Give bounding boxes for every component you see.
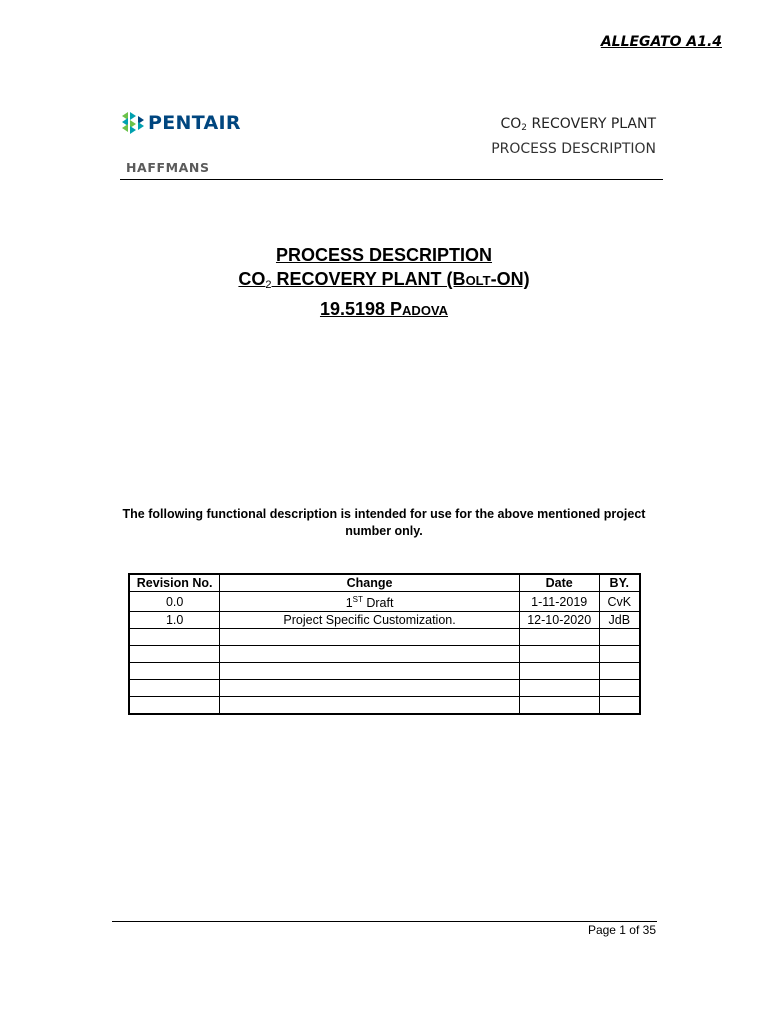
header-divider bbox=[120, 179, 663, 180]
cell-revision: 0.0 bbox=[129, 592, 220, 612]
company-logo bbox=[120, 108, 260, 178]
cell-date: 12-10-2020 bbox=[519, 612, 599, 629]
empty-cell bbox=[129, 697, 220, 715]
empty-cell bbox=[519, 680, 599, 697]
table-header-row bbox=[129, 574, 640, 592]
table-row-empty bbox=[129, 697, 640, 715]
col-header-revision: Revision No. bbox=[129, 574, 220, 592]
cell-by: CvK bbox=[599, 592, 640, 612]
col-header-date: Date bbox=[519, 574, 599, 592]
table-row bbox=[129, 612, 640, 629]
table-row-empty bbox=[129, 646, 640, 663]
intro-paragraph: The following functional description is intended for use for the above mentioned project number only. bbox=[122, 507, 646, 538]
cell-date: 1-11-2019 bbox=[519, 592, 599, 612]
table-row-empty bbox=[129, 680, 640, 697]
empty-cell bbox=[220, 646, 520, 663]
header-doc-type: PROCESS DESCRIPTION bbox=[491, 141, 656, 157]
title-line-3: 19.5198 PADOVA bbox=[319, 299, 449, 319]
table-row bbox=[129, 592, 640, 612]
empty-cell bbox=[220, 697, 520, 715]
header-plant-title: $CO_2$ RECOVERY PLANT bbox=[500, 116, 656, 133]
empty-cell bbox=[220, 629, 520, 646]
empty-cell bbox=[599, 663, 640, 680]
col-header-by: BY. bbox=[599, 574, 640, 592]
col-header-change: Change bbox=[220, 574, 520, 592]
title-line-1: PROCESS DESCRIPTION bbox=[275, 245, 493, 265]
empty-cell bbox=[519, 697, 599, 715]
empty-cell bbox=[599, 646, 640, 663]
empty-cell bbox=[519, 663, 599, 680]
empty-cell bbox=[129, 629, 220, 646]
table-row-empty bbox=[129, 629, 640, 646]
logo-brand-text: PENTAIR bbox=[148, 112, 241, 134]
empty-cell bbox=[599, 629, 640, 646]
empty-cell bbox=[129, 663, 220, 680]
document-title bbox=[0, 243, 768, 323]
cell-change: 1ST Draft bbox=[220, 592, 520, 612]
empty-cell bbox=[129, 680, 220, 697]
revision-table bbox=[128, 573, 641, 715]
empty-cell bbox=[599, 697, 640, 715]
cell-by: JdB bbox=[599, 612, 640, 629]
page-number: Page 1 of 35 bbox=[587, 923, 656, 937]
title-line-2: $CO_2$ RECOVERY PLANT (BOLT-ON) bbox=[238, 269, 530, 291]
pentair-logo-icon bbox=[120, 108, 146, 138]
empty-cell bbox=[519, 646, 599, 663]
empty-cell bbox=[519, 629, 599, 646]
empty-cell bbox=[599, 680, 640, 697]
empty-cell bbox=[220, 663, 520, 680]
cell-revision: 1.0 bbox=[129, 612, 220, 629]
annex-label: ALLEGATO A1.4 bbox=[600, 34, 722, 50]
empty-cell bbox=[129, 646, 220, 663]
cell-change: Project Specific Customization. bbox=[220, 612, 520, 629]
logo-subbrand-text: HAFFMANS bbox=[126, 160, 210, 175]
empty-cell bbox=[220, 680, 520, 697]
table-row-empty bbox=[129, 663, 640, 680]
header-right bbox=[491, 114, 656, 160]
footer-divider bbox=[112, 921, 657, 922]
